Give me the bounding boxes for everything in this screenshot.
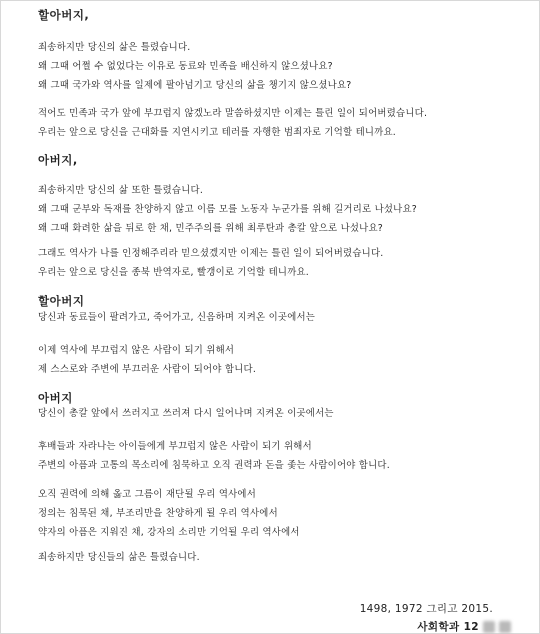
text-line: 약자의 아픔은 지워진 채, 강자의 소리만 기억될 우리 역사에서 xyxy=(38,527,300,538)
closing-paragraph-2 xyxy=(38,548,528,567)
text-line: 우리는 앞으로 당신을 근대화를 지연시키고 테러를 자행한 범죄자로 기억할 테니까요. xyxy=(38,127,397,138)
text-line: 제 스스로와 주변에 부끄러운 사람이 되어야 합니다. xyxy=(38,364,257,375)
text-line: 오직 권력에 의해 옳고 그름이 재단될 우리 역사에서 xyxy=(38,489,257,500)
text-line: 당신과 동료들이 팔려가고, 죽어가고, 신음하며 지켜온 이곳에서는 xyxy=(38,312,316,323)
section-4-paragraph-2 xyxy=(38,437,528,475)
section-3-paragraph-2 xyxy=(38,341,528,379)
redacted-name-block xyxy=(483,621,495,633)
text-line: 이제 역사에 부끄럽지 않은 사람이 되기 위해서 xyxy=(38,345,235,356)
text-line: 당신이 총칼 앞에서 쓰러지고 쓰러져 다시 일어나며 지켜온 이곳에서는 xyxy=(38,408,334,419)
text-line: 후배들과 자라나는 아이들에게 부끄럽지 않은 사람이 되기 위해서 xyxy=(38,441,312,452)
text-line: 왜 그때 어쩔 수 없었다는 이유로 동료와 민족을 배신하지 않으셨나요? xyxy=(38,61,333,72)
section-2-heading: 아버지, xyxy=(38,153,78,167)
text-line: 죄송하지만 당신들의 삶은 틀렸습니다. xyxy=(38,552,200,563)
text-line: 주변의 아픔과 고통의 목소리에 침묵하고 오직 권력과 돈을 좇는 사람이어야 합니다. xyxy=(38,460,390,471)
signature-name: 사회학과 12 xyxy=(417,621,479,633)
section-3-paragraph-1 xyxy=(38,308,528,327)
text-line: 우리는 앞으로 당신을 종북 반역자로, 빨갱이로 기억할 테니까요. xyxy=(38,267,310,278)
text-line: 왜 그때 군부와 독재를 찬양하지 않고 이름 모를 노동자 누군가를 위해 길거리로 나섰나요? xyxy=(38,204,418,215)
section-4-heading: 아버지 xyxy=(38,391,73,405)
text-line: 왜 그때 국가와 역사를 일제에 팔아넘기고 당신의 삶을 챙기지 않으셨나요? xyxy=(38,80,352,91)
section-2-paragraph-2 xyxy=(38,244,528,282)
text-line: 죄송하지만 당신의 삶은 틀렸습니다. xyxy=(38,42,191,53)
section-1-paragraph-2 xyxy=(38,104,528,142)
text-line: 그래도 역사가 나를 인정해주리라 믿으셨겠지만 이제는 틀린 일이 되어버렸습니다. xyxy=(38,248,384,259)
section-3-heading: 할아버지 xyxy=(38,294,85,308)
signature xyxy=(417,619,511,634)
section-1-paragraph-1 xyxy=(38,38,528,95)
text-line: 정의는 침묵된 채, 부조리만을 찬양하게 될 우리 역사에서 xyxy=(38,508,278,519)
section-1-heading: 할아버지, xyxy=(38,8,90,22)
text-line: 왜 그때 화려한 삶을 뒤로 한 채, 민주주의를 위해 최루탄과 총칼 앞으로 나섰나요? xyxy=(38,223,384,234)
section-2-paragraph-1 xyxy=(38,181,528,238)
signature-date: 1498, 1972 그리고 2015. xyxy=(359,603,493,615)
text-line: 적어도 민족과 국가 앞에 부끄럽지 않겠노라 말씀하셨지만 이제는 틀린 일이 되어버렸습니다. xyxy=(38,108,428,119)
text-line: 죄송하지만 당신의 삶 또한 틀렸습니다. xyxy=(38,185,204,196)
redacted-name-block xyxy=(499,621,511,633)
closing-paragraph-1 xyxy=(38,485,528,542)
section-4-paragraph-1 xyxy=(38,404,528,423)
